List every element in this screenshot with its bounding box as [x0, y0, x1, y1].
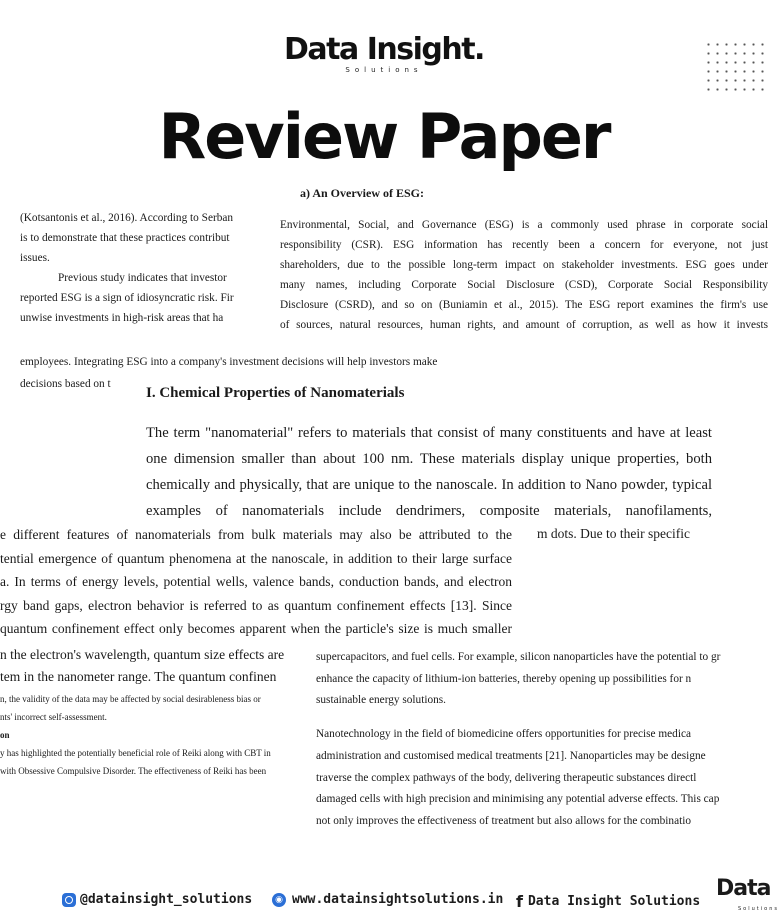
text-line: (Kotsantonis et al., 2016). According to Serban — [20, 212, 234, 224]
text-line: tential emergence of quantum phenomena at the nanoscale, in addition to their large surface — [0, 550, 512, 566]
decorative-dot-grid — [704, 40, 764, 94]
footer-facebook[interactable] — [516, 892, 700, 911]
text-line: sustainable energy solutions. — [316, 694, 447, 707]
esg-heading: a) An Overview of ESG: — [300, 186, 424, 200]
instagram-icon — [62, 893, 76, 907]
text-line: responsibility (CSR). ESG information has recently been a concern for everyone, not just — [280, 239, 768, 251]
energy-biomedicine-fragment — [316, 647, 768, 847]
text-line: traverse the complex pathways of the body, delivering therapeutic substances directl — [316, 771, 697, 784]
text-line: rgy band gaps, electron behavior is referred to as quantum confinement effects [13]. Since — [0, 597, 512, 613]
text-line: one dimension smaller than about 100 nm. These materials display unique properties, both — [146, 451, 712, 467]
brand-dot: . — [474, 32, 484, 67]
text-line: Previous study indicates that investor — [58, 272, 227, 284]
text-line: e different features of nanomaterials from bulk materials may also be attributed to the — [0, 527, 512, 542]
text-line: many names, including Corporate Social Disclosure (CSD), Corporate Social Responsibility — [280, 279, 768, 291]
globe-icon: ◉ — [272, 893, 286, 907]
paragraph-gap — [316, 712, 768, 724]
text-line: unwise investments in high-risk areas that ha — [20, 312, 224, 324]
quantum-paragraph — [0, 523, 512, 643]
text-line: not only improves the effectiveness of treatment but also allows for the combinatio — [316, 814, 692, 827]
text-line: Nanotechnology in the field of biomedicine offers opportunities for precise medica — [316, 728, 691, 741]
nanomaterials-paragraph — [146, 420, 712, 524]
website-url: www.datainsightsolutions.in — [292, 892, 504, 907]
text-line: n the electron's wavelength, quantum size effects are — [0, 647, 285, 662]
text-line: quantum confinement effect only becomes apparent when the particle's size is much smaller — [0, 621, 512, 636]
text-line: is to demonstrate that these practices contribut — [20, 232, 230, 244]
text-line: n, the validity of the data may be affected by social desirableness bias or — [0, 694, 261, 704]
nanomaterials-heading: I. Chemical Properties of Nanomaterials — [146, 385, 405, 401]
text-line: supercapacitors, and fuel cells. For example, silicon nanoparticles have the potential to gr — [316, 651, 721, 663]
text-line: Environmental, Social, and Governance (ESG) is a commonly used phrase in corporate social — [280, 219, 768, 231]
employees-line: employees. Integrating ESG into a company's investment decisions will help investors make — [20, 356, 438, 368]
text-line: reported ESG is a sign of idiosyncratic risk. Fir — [20, 292, 234, 304]
text-line: shareholders, due to the possible long-term impact on stakeholder investments. ESG goes under — [280, 259, 768, 271]
corner-logo: Data — [716, 876, 771, 901]
text-line: of sources, natural resources, human rights, and amount of corruption, as well as how it invests — [280, 319, 768, 331]
quantum-continuation: m dots. Due to their specific — [537, 526, 690, 541]
reiki-fragment — [0, 690, 300, 785]
brand-name: Data Insight — [284, 32, 475, 67]
text-line: with Obsessive Compulsive Disorder. The effectiveness of Reiki has been — [0, 766, 267, 776]
text-line: damaged cells with high precision and minimising any potential adverse effects. This cap — [316, 793, 720, 806]
footer-website[interactable] — [272, 892, 503, 907]
quantum-size-fragment — [0, 644, 300, 684]
text-line: chemically and physically, that are unique to the nanoscale. In addition to Nano powder, typical — [146, 477, 712, 493]
facebook-page: Data Insight Solutions — [527, 894, 701, 909]
section-heading: on — [0, 730, 10, 740]
instagram-handle: @datainsight_solutions — [80, 892, 253, 907]
footer-instagram[interactable] — [62, 892, 252, 907]
text-line: a. In terms of energy levels, potential wells, valence bands, conduction bands, and electron — [0, 574, 512, 589]
decisions-line: decisions based on t — [20, 378, 111, 390]
text-line: administration and customised medical treatments [21]. Nanoparticles may be designe — [316, 749, 706, 762]
brand-tagline: Solutions — [345, 66, 423, 74]
brand-logo — [0, 32, 768, 67]
facebook-icon: f — [516, 892, 523, 911]
text-line: y has highlighted the potentially beneficial role of Reiki along with CBT in — [0, 748, 271, 758]
text-line: nts' incorrect self-assessment. — [0, 712, 107, 722]
footer — [0, 888, 768, 912]
esg-paragraph — [280, 215, 768, 350]
text-line: tem in the nanometer range. The quantum confinen — [0, 669, 277, 684]
text-line: The term "nanomaterial" refers to materials that consist of many constituents and have at least — [146, 425, 712, 441]
text-line: Disclosure (CSRD), and so on (Buniamin et al., 2015). The ESG report examines the firm's use — [280, 299, 768, 311]
page-title: Review Paper — [158, 100, 610, 173]
text-line: examples of nanomaterials include dendrimers, composite materials, nanofilaments, — [146, 503, 712, 519]
corner-tagline: Solutions — [738, 906, 779, 912]
left-text-fragment — [20, 208, 252, 398]
text-line: enhance the capacity of lithium-ion batteries, thereby opening up possibilities for n — [316, 672, 692, 685]
text-line: issues. — [20, 252, 50, 264]
